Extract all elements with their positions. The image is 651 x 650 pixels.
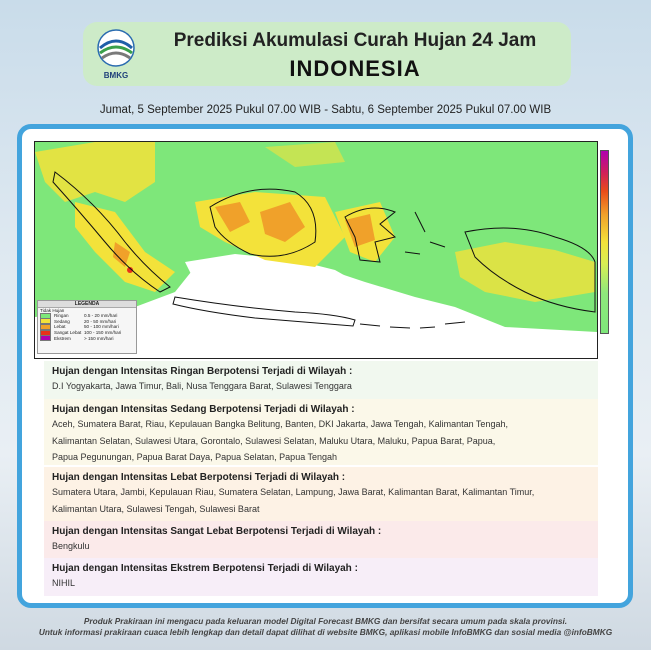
- legend-item: [38, 335, 136, 341]
- footer-line-1: Produk Prakiraan ini mengacu pada keluaran model Digital Forecast BMKG dan bersifat secara umum pada skala provinsi.: [83, 616, 568, 626]
- section-text: Kalimantan Utara, Sulawesi Tengah, Sulawesi Barat: [52, 503, 260, 514]
- section-heading: Hujan dengan Intensitas Ekstrem Berpotensi Terjadi di Wilayah :: [52, 563, 358, 574]
- section-ringan: [44, 361, 598, 399]
- legend-item-name: Sangat Lebat: [54, 330, 82, 336]
- page-subtitle: INDONESIA: [289, 56, 421, 81]
- page-title: Prediksi Akumulasi Curah Hujan 24 Jam: [173, 30, 537, 51]
- legend-item-name: Ringan: [54, 313, 69, 319]
- map-legend: [37, 300, 137, 354]
- section-ekstrem: [44, 558, 598, 596]
- section-text: Bengkulu: [52, 541, 90, 551]
- section-heading: Hujan dengan Intensitas Ringan Berpotensi Terjadi di Wilayah :: [52, 366, 353, 377]
- section-text: Papua Pegunungan, Papua Barat Daya, Papua Selatan, Papua Tengah: [52, 452, 338, 462]
- intensity-colorbar: [600, 150, 609, 334]
- section-lebat: [44, 467, 598, 521]
- section-heading: Hujan dengan Intensitas Lebat Berpotensi Terjadi di Wilayah :: [52, 472, 346, 483]
- legend-swatch: [40, 335, 51, 341]
- legend-item-name: Ekstrem: [54, 335, 71, 341]
- legend-item-range: 100 - 150 mm/hari: [84, 330, 122, 336]
- section-sangat-lebat: [44, 521, 598, 558]
- footer-line-2: Untuk informasi prakiraan cuaca lebih lengkap dan detail dapat dilihat di website BMKG, aplikasi mobile InfoBMKG dan sosial media @infoBMKG: [38, 627, 613, 637]
- legend-title: LEGENDA: [38, 301, 136, 308]
- section-text: Kalimantan Selatan, Sulawesi Utara, Gorontalo, Sulawesi Selatan, Maluku Utara, Maluku, Papua Barat, Papua,: [52, 435, 496, 446]
- legend-subtitle: Tidak Hujan: [40, 308, 65, 313]
- legend-item-range: 0.5 - 20 mm/hari: [84, 313, 118, 319]
- footer-note: [0, 616, 651, 638]
- legend-item-name: Lebat: [54, 324, 66, 330]
- section-heading: Hujan dengan Intensitas Sangat Lebat Berpotensi Terjadi di Wilayah :: [52, 526, 382, 537]
- legend-item-range: > 150 mm/hari: [84, 335, 114, 341]
- logo-text: BMKG: [103, 71, 129, 80]
- section-text: D.I Yogyakarta, Jawa Timur, Bali, Nusa Tenggara Barat, Sulawesi Tenggara: [52, 381, 352, 391]
- section-text: NIHIL: [52, 578, 76, 588]
- section-text: Sumatera Utara, Jambi, Kepulauan Riau, Sumatera Selatan, Lampung, Jawa Barat, Kalimantan Barat, Kalimantan Timur,: [52, 487, 535, 497]
- legend-item-name: Sedang: [54, 318, 70, 324]
- section-heading: Hujan dengan Intensitas Sedang Berpotensi Terjadi di Wilayah :: [52, 404, 355, 415]
- bmkg-logo: [94, 28, 138, 80]
- legend-item-range: 50 - 100 mm/hari: [84, 324, 119, 330]
- legend-item-range: 20 - 50 mm/hari: [84, 318, 117, 324]
- section-sedang: [44, 399, 598, 465]
- section-text: Aceh, Sumatera Barat, Riau, Kepulauan Bangka Belitung, Banten, DKI Jakarta, Jawa Tengah, Kalimantan Tengah,: [52, 419, 508, 429]
- forecast-period: Jumat, 5 September 2025 Pukul 07.00 WIB - Sabtu, 6 September 2025 Pukul 07.00 WIB: [99, 104, 552, 116]
